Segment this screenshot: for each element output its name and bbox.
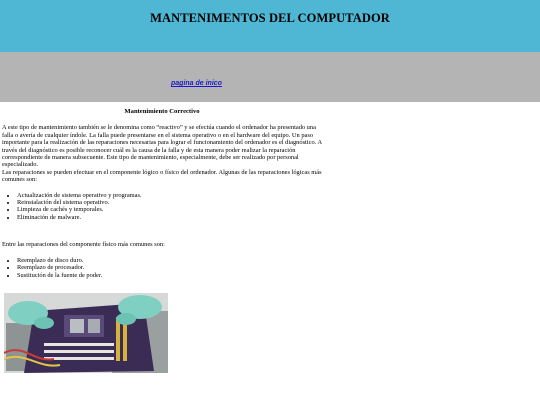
home-link[interactable]: pagina de inico [171, 80, 222, 87]
physical-repairs-list [2, 257, 322, 279]
list-item: • Reemplazo de disco duro. [17, 257, 322, 264]
page-title: MANTENIMENTOS DEL COMPUTADOR [150, 11, 390, 25]
physical-intro: Entre las reparaciones del componente físico más comunes son: [2, 241, 165, 249]
list-item: • Eliminación de malware. [17, 214, 322, 221]
page-header [0, 0, 540, 52]
repair-photo [4, 293, 168, 373]
main-content [2, 108, 322, 279]
logical-intro: Las reparaciones se pueden efectuar en el componente lógico o físico del ordenador. Algunas de las reparaciones lógicas más comunes son: [2, 168, 322, 184]
list-item: • Reemplazo de procesador. [17, 264, 322, 271]
logical-repairs-list [2, 192, 322, 222]
list-item: • Sustitución de la fuente de poder. [17, 272, 322, 279]
list-item: • Limpieza de cachés y temporales. [17, 206, 322, 213]
intro-paragraph: A este tipo de mantenimiento también se le denomina como “reactivo” y se efectúa cuando el ordenador ha presentado una falla o avería de cualquier índole. La falla puede presentarse en el sistema operativo o en el hardware del equipo. Un paso importante para la realización de las reparaciones necesarias para lograr el funcionamiento del ordenador es el diagnóstico. A través del diagnóstico es posible reconocer cuál es la causa de la falla y de esta manera poder realizar la reparación correspondiente de manera subsecuente. Este tipo de mantenimiento, especialmente, debe ser realizado por personal especializado. [2, 124, 322, 169]
section-heading: Mantenimiento Correctivo [124, 108, 200, 115]
list-item: • Actualización de sistema operativo y programas. [17, 192, 322, 199]
motherboard-repair-image [4, 293, 168, 373]
list-item: • Reinstalación del sistema operativo. [17, 199, 322, 206]
nav-bar [0, 52, 540, 102]
